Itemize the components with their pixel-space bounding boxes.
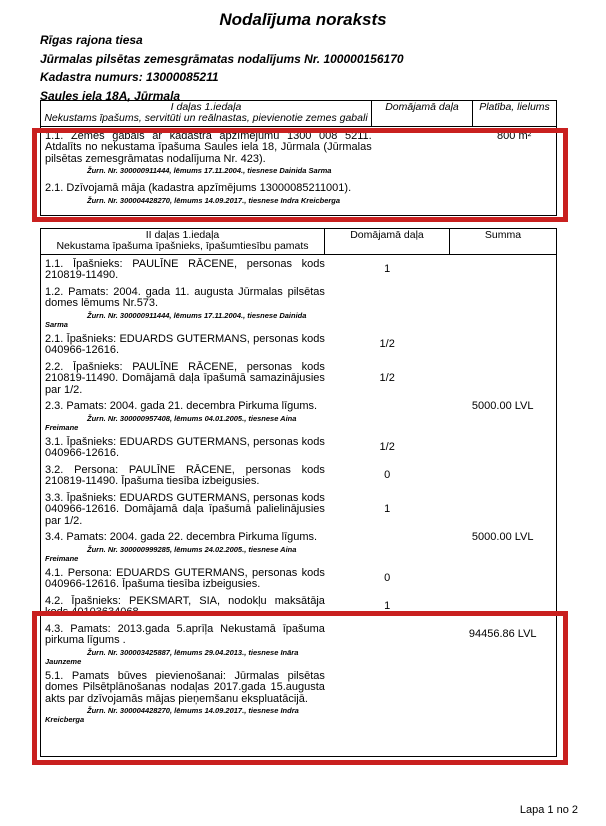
share-value: 1/2 [379, 372, 395, 385]
entry-text: 4.3. Pamats: 2013.gada 5.aprīļa Nekustamā īpašuma pirkuma līgums . [45, 622, 325, 647]
sum-value: 5000.00 LVL [471, 531, 534, 544]
table-row [41, 131, 556, 176]
page-number: Lapa 1 no 2 [519, 804, 578, 816]
part2-header-share: Domājamā daļa [325, 228, 450, 255]
journal-note: Žurn. Nr. 300004428270, lēmums 14.09.2017., tiesnese Indra Kreicberga [45, 706, 299, 725]
part1-table-body [40, 127, 557, 216]
entry-text: 3.1. Īpašnieks: EDUARDS GUTERMANS, personas kods 040966-12616. [45, 435, 325, 460]
part2-section-title: II daļas 1.iedaļa [145, 229, 220, 241]
document-title: Nodalījuma noraksts [219, 10, 387, 29]
table-row [41, 334, 556, 357]
entry-text: 2.1. Dzīvojamā māja (kadastra apzīmējums 13000085211001). [45, 182, 352, 195]
sum-value: 94456.86 LVL [468, 628, 537, 641]
table-row [41, 437, 556, 460]
entry-text: 1.2. Pamats: 2004. gada 11. augusta Jūrmalas pilsētas domes lēmums Nr.573. [45, 285, 325, 310]
part1-section-subtitle: Nekustams īpašums, servitūti un reālnastas, pievienotie zemes gabali [44, 111, 368, 124]
table-row [41, 624, 556, 666]
table-row [41, 493, 556, 528]
part1-header-section-cell [40, 100, 372, 127]
table-row [41, 568, 556, 591]
share-value: 1/2 [379, 338, 395, 351]
property-address: Saules iela 18A, Jūrmala [40, 88, 181, 103]
part1-section-title: I daļas 1.iedaļa [170, 101, 242, 113]
part1-table [40, 100, 557, 216]
entry-text: 2.3. Pamats: 2004. gada 21. decembra Pirkuma līgums. [45, 400, 318, 413]
entry-text: 4.1. Persona: EDUARDS GUTERMANS, personas kods 040966-12616. Īpašuma tiesība izbeigusies. [45, 566, 325, 591]
share-value: 1 [384, 503, 391, 516]
part1-table-header [40, 100, 557, 127]
share-value: 0 [384, 469, 391, 482]
entry-text: 2.2. Īpašnieks: PAULĪNE RĀCENE, personas kods 210819-11490. Domājamā daļa īpašumā samazinājusies par 1/2. [45, 360, 325, 396]
journal-note: Žurn. Nr. 300000911444, lēmums 17.11.2004., tiesnese Dainida Sarma [87, 166, 332, 176]
entry-text: 1.1. Zemes gabals ar kadastra apzīmējumu 1300 008 5211. Atdalīts no nekustama īpašuma Saules iela 18, Jūrmala (Jūrmalas pilsētas zemesgrāmatas nodalījuma Nr. 423). [45, 129, 372, 165]
journal-note: Žurn. Nr. 300004428270, lēmums 14.09.2017., tiesnese Indra Kreicberga [87, 195, 341, 205]
table-row [41, 671, 556, 725]
document-meta [40, 31, 560, 105]
entry-text: 1.1. Īpašnieks: PAULĪNE RĀCENE, personas kods 210819-11490. [45, 257, 325, 282]
entry-text: 5.1. Pamats būves pievienošanai: Jūrmalas pilsētas domes Pilsētplānošanas nodaļas 2017.gada 15.augusta akts par dzīvojamās mājas pieņemšanu ekspluatācijā. [45, 669, 325, 705]
table-row [41, 596, 556, 619]
part2-table-header [40, 228, 557, 255]
share-value: 1/2 [379, 441, 395, 454]
share-value: 1 [384, 263, 391, 276]
table-row [41, 362, 556, 397]
entry-text: 4.2. Īpašnieks: PEKSMART, SIA, nodokļu maksātāja kods 40103634068. [45, 594, 325, 619]
table-row [41, 532, 556, 563]
table-row [41, 287, 556, 329]
part1-header-area: Platība, lielums [473, 100, 557, 127]
part2-table [40, 228, 557, 757]
table-row [41, 259, 556, 282]
entry-text: 3.2. Persona: PAULĪNE RĀCENE, personas kods 210819-11490. Īpašuma tiesība izbeigusies. [45, 463, 325, 488]
sum-value: 5000.00 LVL [471, 400, 534, 413]
part2-header-sum: Summa [450, 228, 557, 255]
journal-note: Žurn. Nr. 300000911444, lēmums 17.11.2004., tiesnese Dainida Sarma [45, 310, 307, 329]
share-value: 0 [384, 572, 391, 585]
court-name: Rīgas rajona tiesa [40, 33, 143, 47]
table-row [41, 401, 556, 432]
entry-text: 2.1. Īpašnieks: EDUARDS GUTERMANS, personas kods 040966-12616. [45, 332, 325, 357]
table-row [41, 465, 556, 488]
part2-header-section-cell [40, 228, 325, 255]
area-value: 800 m² [497, 129, 532, 142]
journal-note: Žurn. Nr. 300000999285, lēmums 24.02.2005., tiesnese Aina Freimane [45, 544, 297, 563]
part2-table-body [40, 255, 557, 757]
table-row [41, 183, 556, 205]
share-value: 1 [384, 600, 391, 613]
cadastre-number-line: Kadastra numurs: 13000085211 [40, 70, 219, 84]
part2-section-subtitle: Nekustama īpašuma īpašnieks, īpašumtiesību pamats [56, 239, 309, 252]
journal-note: Žurn. Nr. 300000957408, lēmums 04.01.2005., tiesnese Aina Freimane [45, 413, 297, 432]
entry-text: 3.3. Īpašnieks: EDUARDS GUTERMANS, personas kods 040966-12616. Domājamā daļa īpašumā palielinājusies par 1/2. [45, 491, 325, 527]
folio-number-line: Jūrmalas pilsētas zemesgrāmatas nodalījums Nr. 100000156170 [40, 51, 404, 66]
part1-header-share: Domājamā daļa [372, 100, 473, 127]
journal-note: Žurn. Nr. 300003425887, lēmums 29.04.2013., tiesnese Ināra Jaunzeme [45, 647, 299, 666]
entry-text: 3.4. Pamats: 2004. gada 22. decembra Pirkuma līgums. [45, 531, 318, 544]
